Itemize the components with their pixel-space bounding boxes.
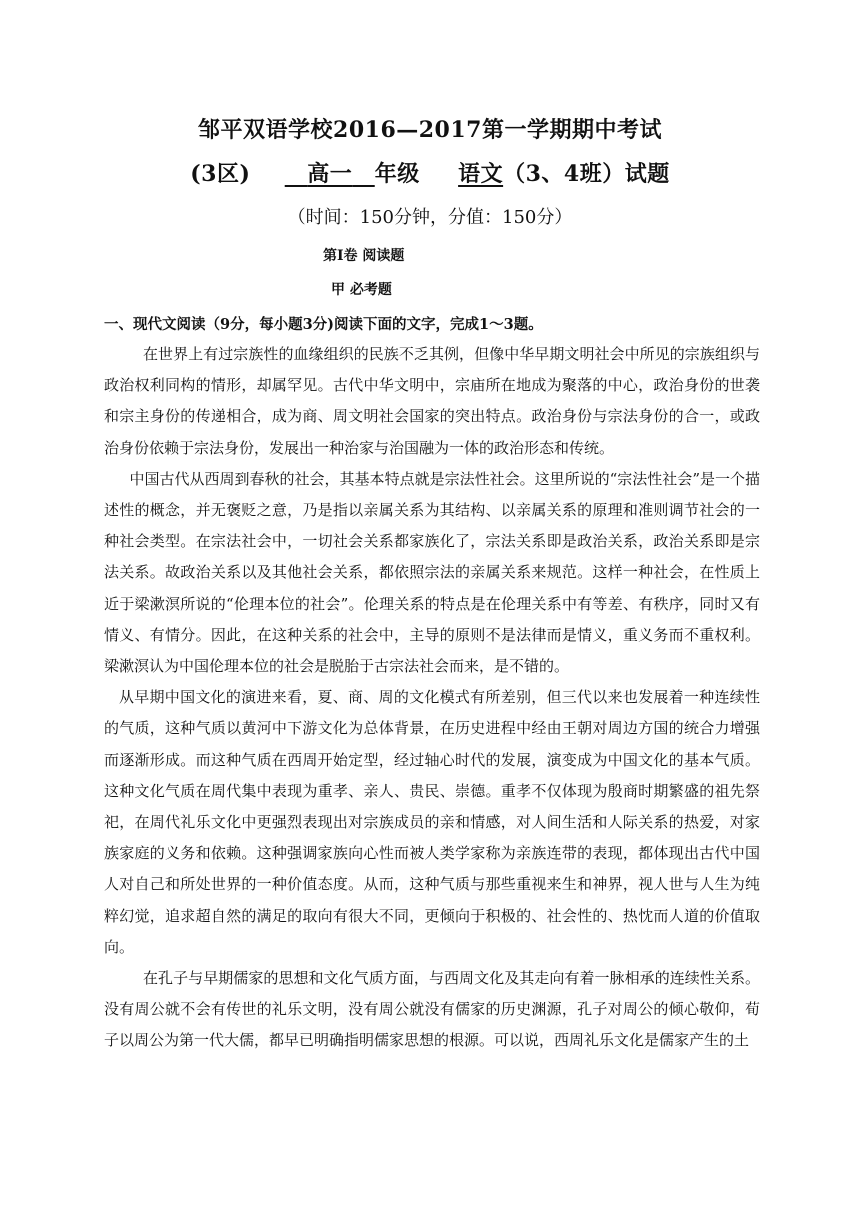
question-heading: 一、现代文阅读（9分，每小题3分)阅读下面的文字，完成1～3题。 [104, 316, 543, 333]
volume-heading: 第Ⅰ卷 阅读题 [323, 248, 405, 264]
grade-label: 年级 [374, 161, 420, 187]
subject-value: 语文 [458, 161, 504, 187]
grade-value: 高一 [307, 161, 353, 187]
passage-paragraph: 中国古代从西周到春秋的社会，其基本特点就是宗法性社会。这里所说的“宗法性社会”是一个描述性的概念，并无褒贬之意，乃是指以亲属关系为其结构、以亲属关系的原理和准则调节社会的一种社会类型。在宗法社会中，一切社会关系都家族化了，宗法关系即是政治关系，政治关系即是宗法关系。故政治关系以及其他社会关系，都依照宗法的亲属关系来规范。这样一种社会，在性质上近于梁漱溟所说的“伦理本位的社会”。伦理关系的特点是在伦理关系中有等差、有秩序，同时又有情义、有情分。因此，在这种关系的社会中，主导的原则不是法律而是情义，重义务而不重权利。梁漱溟认为中国伦理本位的社会是脱胎于古宗法社会而来，是不错的。 [104, 469, 760, 676]
class-label: （3、4班） [503, 161, 625, 187]
passage-paragraph: 在孔子与早期儒家的思想和文化气质方面，与西周文化及其走向有着一脉相承的连续性关系。没有周公就不会有传世的礼乐文明，没有周公就没有儒家的历史渊源，孔子对周公的倾心敬仰，荀子以周公为第一代大儒，都早已明确指明儒家思想的根源。可以说，西周礼乐文化是儒家产生的土 [104, 969, 760, 1050]
exam-title: 邹平双语学校2016—2017第一学期期中考试 [198, 117, 662, 143]
reading-passage [104, 339, 760, 1057]
passage-paragraph: 从早期中国文化的演进来看，夏、商、周的文化模式有所差别，但三代以来也发展着一种连续性的气质，这种气质以黄河中下游文化为总体背景，在历史进程中经由王朝对周边方国的统合力增强而逐渐形成。而这种气质在西周开始定型，经过轴心时代的发展，演变成为中国文化的基本气质。这种文化气质在周代集中表现为重孝、亲人、贵民、崇德。重孝不仅体现为殷商时期繁盛的祖先祭祀，在周代礼乐文化中更强烈表现出对宗族成员的亲和情感，对人间生活和人际关系的热爱，对家族家庭的义务和依赖。这种强调家族向心性而被人类学家称为亲族连带的表现，都体现出古代中国人对自己和所处世界的一种价值态度。从而，这种气质与那些重视来生和神界，视人世与人生为纯粹幻觉，追求超自然的满足的取向有很大不同，更倾向于积极的、社会性的、热忱而人道的价值取向。 [104, 688, 760, 956]
part-heading: 甲 必考题 [331, 282, 392, 298]
passage-paragraph: 在世界上有过宗族性的血缘组织的民族不乏其例，但像中华早期文明社会中所见的宗族组织与政治权利同构的情形，却属罕见。古代中华文明中，宗庙所在地成为聚落的中心，政治身份的世袭和宗主身份的传递相合，成为商、周文明社会国家的突出特点。政治身份与宗法身份的合一，或政治身份依赖于宗法身份，发展出一种治家与治国融为一体的政治形态和传统。 [104, 345, 760, 457]
exam-label: 试题 [624, 161, 670, 187]
time-score-info: （时间：150分钟，分值：150分） [287, 207, 573, 228]
district-label: (3区) [190, 161, 251, 187]
exam-subtitle [0, 157, 860, 188]
